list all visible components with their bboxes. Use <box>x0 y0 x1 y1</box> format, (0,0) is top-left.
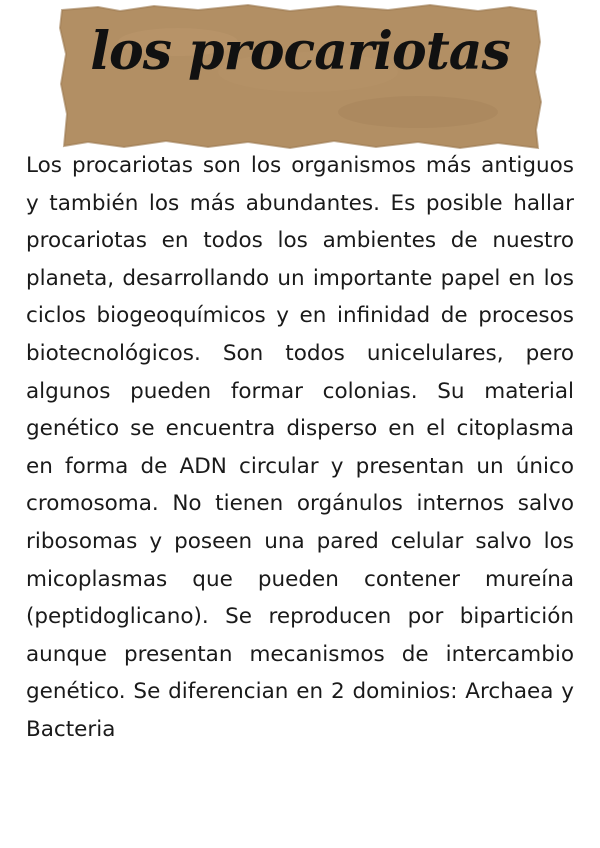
torn-paper-banner <box>58 2 542 150</box>
page-title: los procariotas <box>90 21 510 82</box>
body-paragraph: Los procariotas son los organismos más antiguos y también los más abundantes. Es posible hallar procariotas en todos los ambientes de nuestro planeta, desarrollando un importante papel en los ciclos biogeoquímicos y en infinidad de procesos biotecnológicos. Son todos unicelulares, pero algunos pueden formar colonias. Su material genético se encuentra disperso en el citoplasma en forma de ADN circular y presentan un único cromosoma. No tienen orgánulos internos salvo ribosomas y poseen una pared celular salvo los micoplasmas que pueden contener mureína (peptidoglicano). Se reproducen por bipartición aunque presentan mecanismos de intercambio genético. Se diferencian en 2 dominios: Archaea y Bacteria <box>26 153 574 742</box>
